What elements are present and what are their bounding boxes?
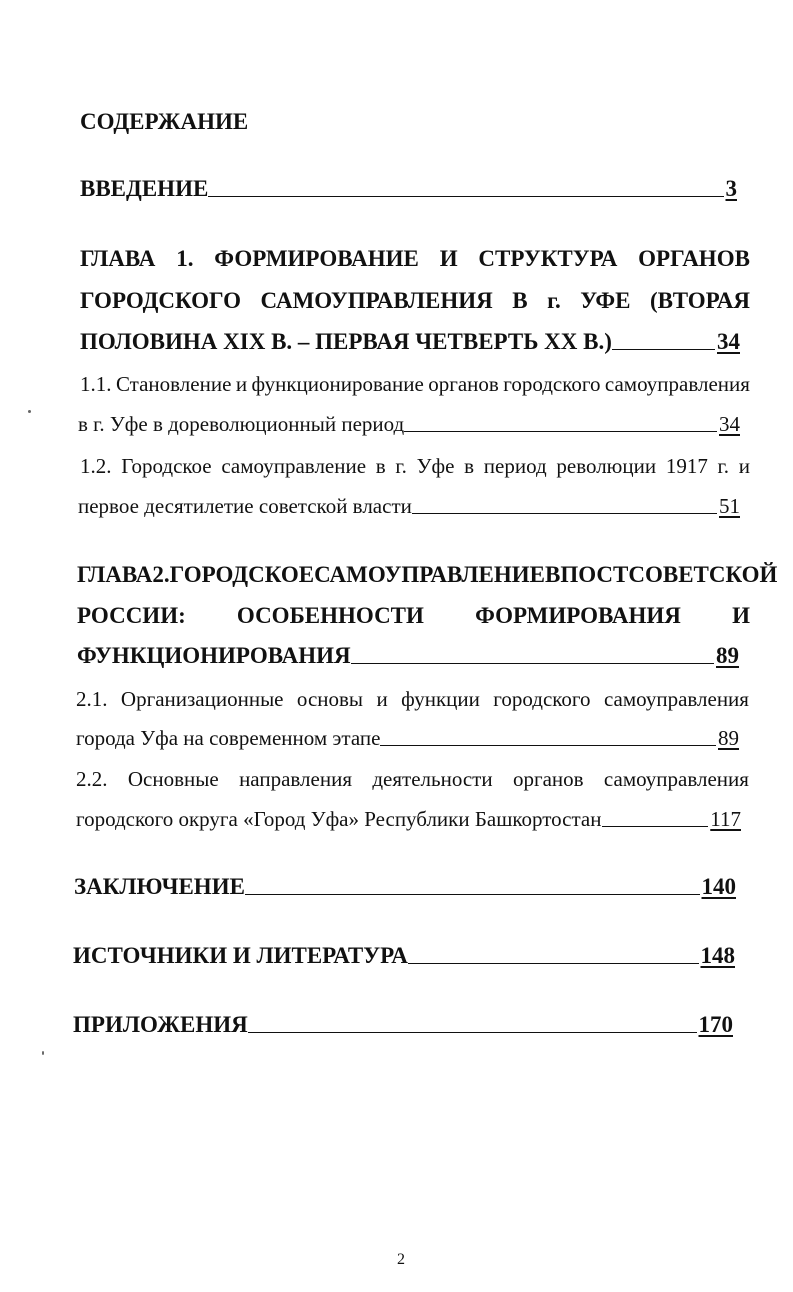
word: основы — [296, 687, 364, 711]
word: САМОУПРАВЛЕНИЯ — [260, 288, 493, 313]
section-last-line — [76, 807, 741, 832]
leader-line — [408, 963, 699, 964]
word: И — [439, 246, 458, 271]
leader-line — [612, 349, 715, 350]
word: 1917 — [665, 454, 708, 478]
section-last-line — [78, 494, 740, 519]
word: городского — [493, 687, 591, 711]
heading-line — [80, 246, 750, 272]
word: 2. — [152, 562, 170, 587]
toc-page-number: 117 — [710, 807, 741, 831]
word: г. — [395, 454, 407, 478]
heading-line — [80, 288, 750, 314]
word: Уфе — [416, 454, 455, 478]
toc-page-number: 51 — [719, 494, 740, 518]
toc-entry-label: города Уфа на современном этапе — [76, 726, 381, 750]
section-line — [80, 454, 750, 479]
word: и — [376, 687, 388, 711]
leader-line — [412, 513, 717, 514]
word: органов — [428, 372, 499, 396]
toc-entry-label: ПРИЛОЖЕНИЯ — [73, 1012, 248, 1037]
toc-page-number: 170 — [698, 1012, 733, 1037]
word: городского — [503, 372, 601, 396]
toc-page-number: 140 — [701, 874, 736, 899]
leader-line — [208, 196, 723, 197]
toc-page-number: 148 — [700, 943, 735, 968]
word: ОСОБЕННОСТИ — [236, 603, 424, 628]
word: 1.1. — [80, 372, 112, 396]
word: органов — [512, 767, 584, 791]
word: И — [732, 603, 750, 628]
section-line — [76, 767, 749, 792]
heading-line — [77, 562, 778, 588]
leader-line — [248, 1032, 697, 1033]
section-last-line — [76, 726, 739, 751]
toc-page-number: 3 — [725, 176, 737, 201]
toc-entry-label: городского округа «Город Уфа» Республики Башкортостан — [76, 807, 602, 831]
toc-entry-label: ЗАКЛЮЧЕНИЕ — [74, 874, 245, 899]
word: Организационные — [120, 687, 284, 711]
word: самоуправление — [221, 454, 367, 478]
word: и — [738, 454, 750, 478]
word: самоуправления — [604, 372, 750, 396]
toc-entry-label: ПОЛОВИНА XIX В. – ПЕРВАЯ ЧЕТВЕРТЬ XX В.) — [80, 329, 612, 354]
leader-line — [351, 663, 714, 664]
word: ПОСТСОВЕТСКОЙ — [560, 562, 778, 587]
toc-entry-conclusion[interactable] — [74, 874, 736, 900]
word: 1. — [176, 246, 194, 271]
word: ГЛАВА — [80, 246, 156, 271]
word: СТРУКТУРА — [478, 246, 618, 271]
word: деятельности — [372, 767, 493, 791]
leader-line — [404, 431, 717, 432]
word: в — [375, 454, 386, 478]
heading-last-line — [77, 643, 739, 669]
toc-page-number: 34 — [719, 412, 740, 436]
leader-line — [602, 826, 709, 827]
heading-line — [77, 603, 750, 629]
word: направления — [239, 767, 352, 791]
toc-entry-label: ФУНКЦИОНИРОВАНИЯ — [77, 643, 351, 668]
word: г. — [717, 454, 730, 478]
toc-entry-appendix[interactable] — [73, 1012, 733, 1038]
toc-entry-sources[interactable] — [73, 943, 735, 969]
scan-speck — [28, 410, 31, 413]
toc-entry-label: первое десятилетие советской власти — [78, 494, 412, 518]
word: самоуправления — [603, 687, 749, 711]
word: самоуправления — [603, 767, 749, 791]
leader-line — [380, 745, 716, 746]
toc-entry-label: ВВЕДЕНИЕ — [80, 176, 209, 201]
heading-last-line — [80, 329, 740, 355]
word: УФЕ — [580, 288, 631, 313]
word: в — [464, 454, 475, 478]
word: ФОРМИРОВАНИЯ — [475, 603, 681, 628]
leader-line — [245, 894, 700, 895]
word: САМОУПРАВЛЕНИЕ — [314, 562, 545, 587]
word: ГОРОДСКОГО — [80, 288, 241, 313]
word: ОРГАНОВ — [638, 246, 750, 271]
word: ГЛАВА — [77, 562, 153, 587]
word: Городское — [121, 454, 212, 478]
word: РОССИИ: — [77, 603, 186, 628]
section-line — [76, 687, 749, 712]
toc-entry-label: ИСТОЧНИКИ И ЛИТЕРАТУРА — [73, 943, 408, 968]
word: ГОРОДСКОЕ — [169, 562, 315, 587]
scan-speck — [42, 1051, 44, 1055]
word: В — [545, 562, 561, 587]
page-title: СОДЕРЖАНИЕ — [80, 109, 249, 134]
word: период — [483, 454, 547, 478]
toc-page-number: 89 — [716, 643, 739, 668]
word: 1.2. — [80, 454, 112, 478]
word: В — [512, 288, 528, 313]
section-line — [80, 372, 750, 397]
word: Основные — [127, 767, 219, 791]
word: (ВТОРАЯ — [650, 288, 750, 313]
toc-entry-label: в г. Уфе в дореволюционный период — [78, 412, 405, 436]
word: 2.2. — [76, 767, 108, 791]
word: революции — [556, 454, 657, 478]
word: 2.1. — [76, 687, 108, 711]
word: Становление — [115, 372, 232, 396]
toc-page-number: 89 — [718, 726, 739, 750]
word: функционирование — [251, 372, 424, 396]
toc-page-number: 34 — [717, 329, 740, 354]
page-number: 2 — [397, 1251, 405, 1268]
word: и — [235, 372, 248, 396]
word: ФОРМИРОВАНИЕ — [214, 246, 419, 271]
word: функции — [401, 687, 480, 711]
word: г. — [547, 288, 561, 313]
toc-entry-intro[interactable] — [80, 176, 737, 202]
section-last-line — [78, 412, 740, 437]
